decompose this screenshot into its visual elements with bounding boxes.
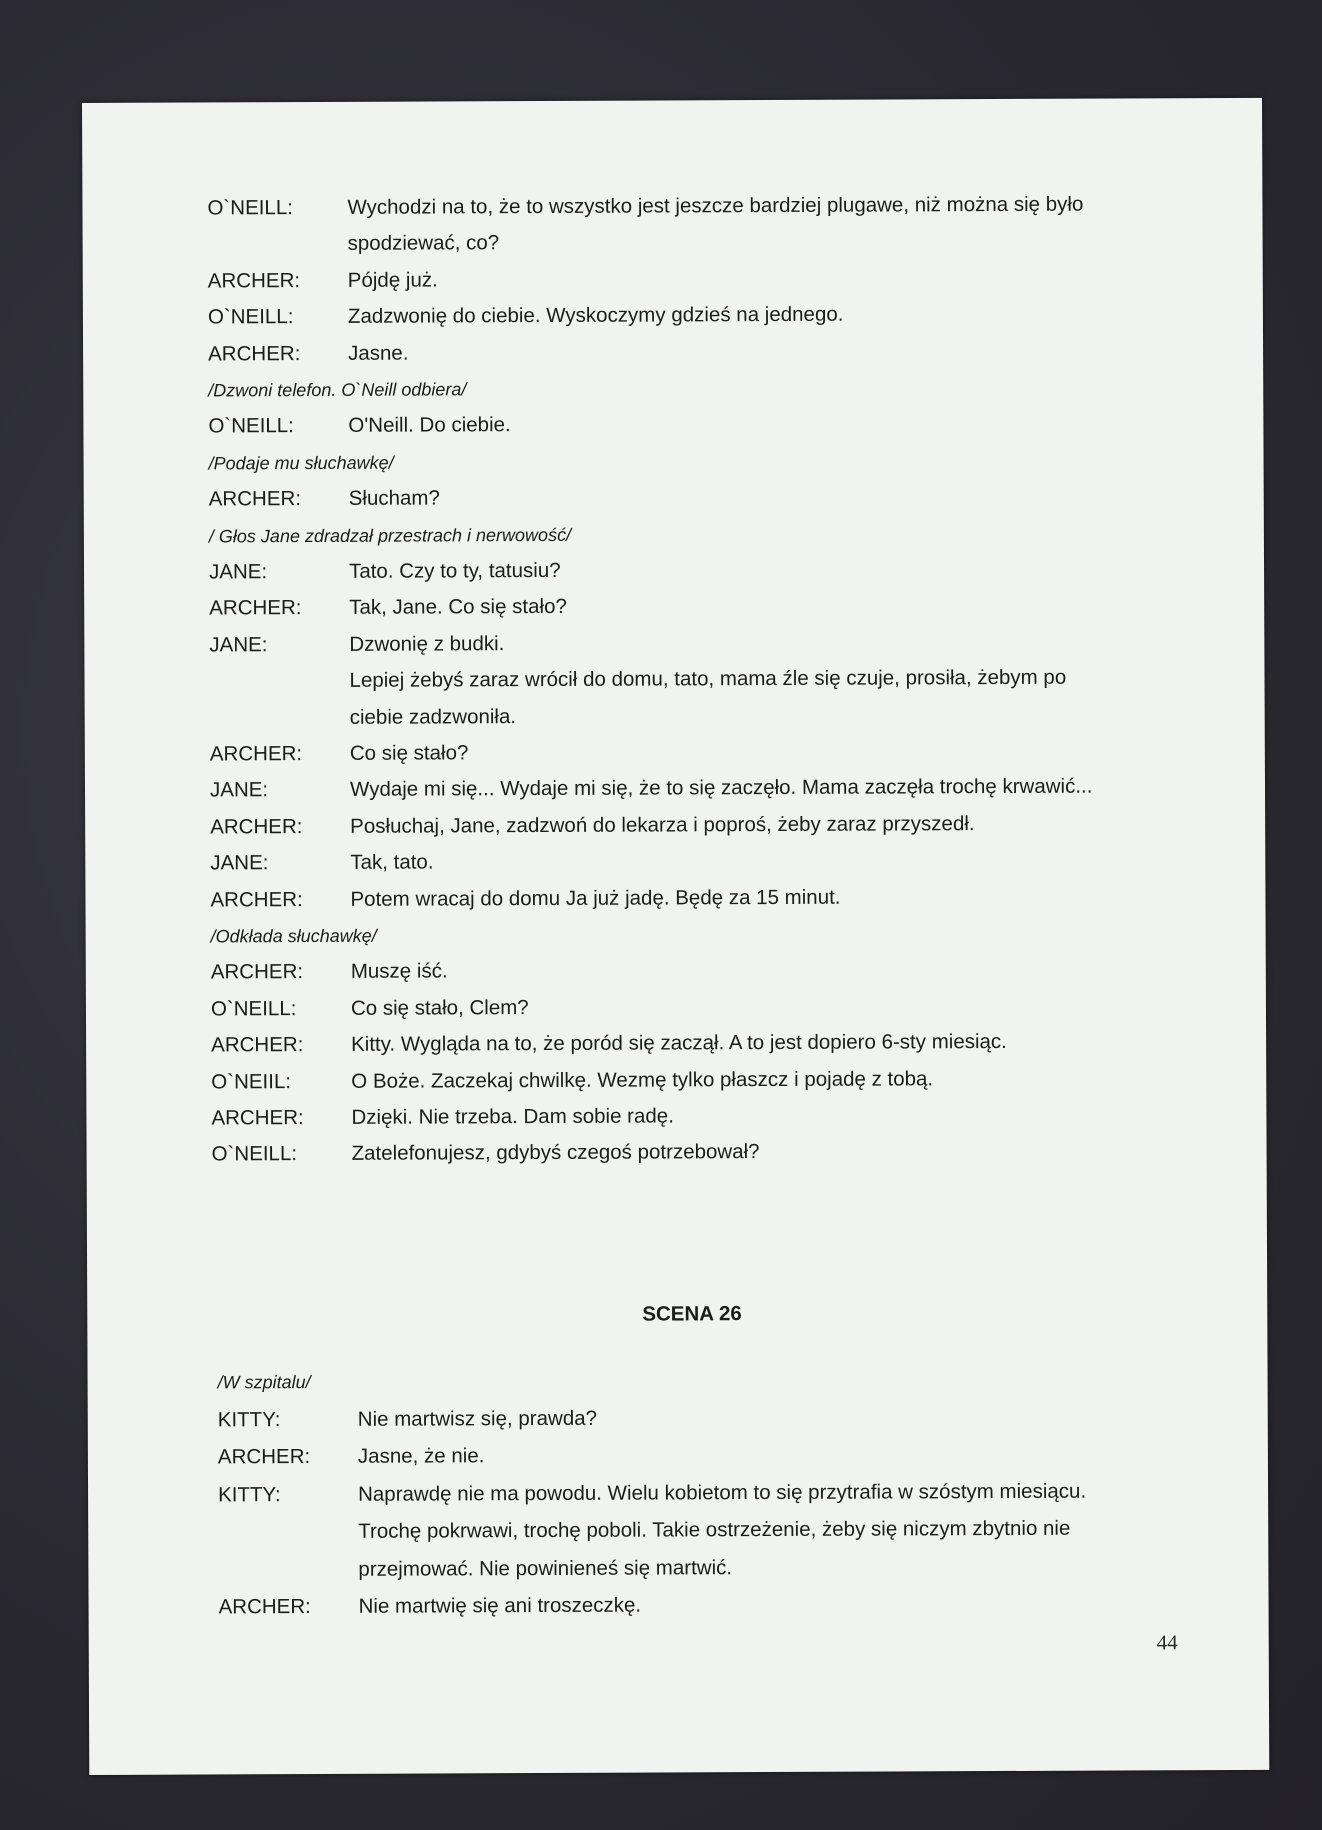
speaker-name: JANE: (210, 851, 269, 875)
speaker-name: ARCHER: (209, 742, 303, 766)
direction-text: /W szpitalu/ (217, 1372, 311, 1393)
speaker-name: O`NEIIL: (211, 1069, 292, 1094)
speaker-name: KITTY: (217, 1407, 281, 1431)
line-text: Tak, tato. (350, 850, 434, 875)
stage-direction (218, 1364, 311, 1400)
speaker-name: ARCHER: (210, 814, 303, 839)
direction-text: /Odkłada słuchawkę/ (210, 925, 377, 947)
direction-text: / Głos Jane zdradzał przestrach i nerwowość/ (208, 524, 572, 547)
page-number: 44 (1156, 1630, 1178, 1655)
speaker-name: JANE: (209, 632, 268, 657)
line-text: Słucham? (348, 486, 440, 511)
speaker-name: JANE: (209, 778, 269, 802)
line-text: spodziewać, co? (347, 231, 500, 256)
line-text: Tak, Jane. Co się stało? (349, 595, 567, 620)
line-text: ciebie zadzwoniła. (349, 704, 517, 729)
line-text: Nie martwisz się, prawda? (357, 1406, 598, 1431)
scene-heading: SCENA 26 (642, 1302, 742, 1326)
stage-direction (208, 444, 393, 481)
speaker-name: ARCHER: (208, 487, 302, 511)
line-text: Muszę iść. (350, 959, 448, 984)
speaker-name: O`NEILL: (207, 305, 294, 329)
direction-text: /Dzwoni telefon. O`Neill odbiera/ (208, 379, 467, 401)
line-text: Dzięki. Nie trzeba. Dam sobie radę. (351, 1104, 674, 1129)
line-text: Tato. Czy to ty, tatusiu? (348, 558, 561, 583)
line-text: Trochę pokrwawi, trochę poboli. Takie ostrzeżenie, żeby się niczym zbytnio nie (358, 1516, 1071, 1543)
stage-direction (211, 918, 377, 955)
line-text: Wychodzi na to, że to wszystko jest jeszcze bardziej plugawe, niż można się było (347, 192, 1084, 219)
line-text: Co się stało? (349, 741, 469, 765)
line-text: Potem wracaj do domu Ja już jadę. Będę za 15 minut. (350, 885, 841, 911)
speaker-name: O`NEILL: (210, 996, 297, 1021)
speaker-name: ARCHER: (210, 887, 303, 912)
speaker-name: ARCHER: (211, 1106, 304, 1130)
speaker-name: ARCHER: (217, 1445, 311, 1469)
speaker-name: ARCHER: (218, 1595, 311, 1619)
line-text: Zadzwonię do ciebie. Wyskoczymy gdzieś na jednego. (347, 302, 844, 329)
speaker-name: O`NEILL: (211, 1142, 298, 1166)
stage-direction (209, 516, 571, 554)
line-text: Kitty. Wygląda na to, że poród się zaczął. A to jest dopiero 6-sty miesiąc. (351, 1030, 1007, 1057)
line-text: Pójdę już. (347, 268, 438, 292)
document-page (82, 98, 1269, 1775)
line-text: O'Neill. Do ciebie. (348, 413, 511, 438)
line-text: Posłuchaj, Jane, zadzwoń do lekarza i poproś, żeby zaraz przyszedł. (350, 811, 975, 838)
line-text: Zatelefonujesz, gdybyś czegoś potrzebował? (351, 1140, 760, 1166)
speaker-name: KITTY: (218, 1482, 281, 1506)
line-text: Wydaje mi się... Wydaje mi się, że to się zaczęło. Mama zaczęła trochę krwawić... (349, 774, 1093, 802)
line-text: Dzwonię z budki. (349, 631, 505, 656)
line-text: Naprawdę nie ma powodu. Wielu kobietom to się przytrafia w szóstym miesiącu. (358, 1479, 1087, 1506)
speaker-name: ARCHER: (207, 268, 301, 293)
speaker-name: O`NEILL: (208, 414, 294, 438)
line-text: przejmować. Nie powinieneś się martwić. (358, 1555, 733, 1581)
speaker-name: O`NEILL: (207, 196, 293, 220)
speaker-name: ARCHER: (208, 341, 301, 366)
stage-direction (208, 371, 466, 408)
line-text: Jasne, że nie. (357, 1444, 485, 1468)
direction-text: /Podaje mu słuchawkę/ (208, 452, 394, 474)
line-text: Jasne. (348, 341, 409, 365)
line-text: Co się stało, Clem? (350, 995, 529, 1020)
line-text: Nie martwię się ani troszeczkę. (358, 1593, 642, 1618)
speaker-name: ARCHER: (209, 596, 302, 620)
speaker-name: JANE: (208, 560, 268, 584)
line-text: O Boże. Zaczekaj chwilkę. Wezmę tylko płaszcz i pojadę z tobą. (351, 1066, 934, 1093)
line-text: Lepiej żebyś zaraz wrócił do domu, tato, mama źle się czuje, prosiła, żebym po (349, 665, 1067, 693)
speaker-name: ARCHER: (210, 960, 304, 984)
speaker-name: ARCHER: (211, 1033, 304, 1057)
